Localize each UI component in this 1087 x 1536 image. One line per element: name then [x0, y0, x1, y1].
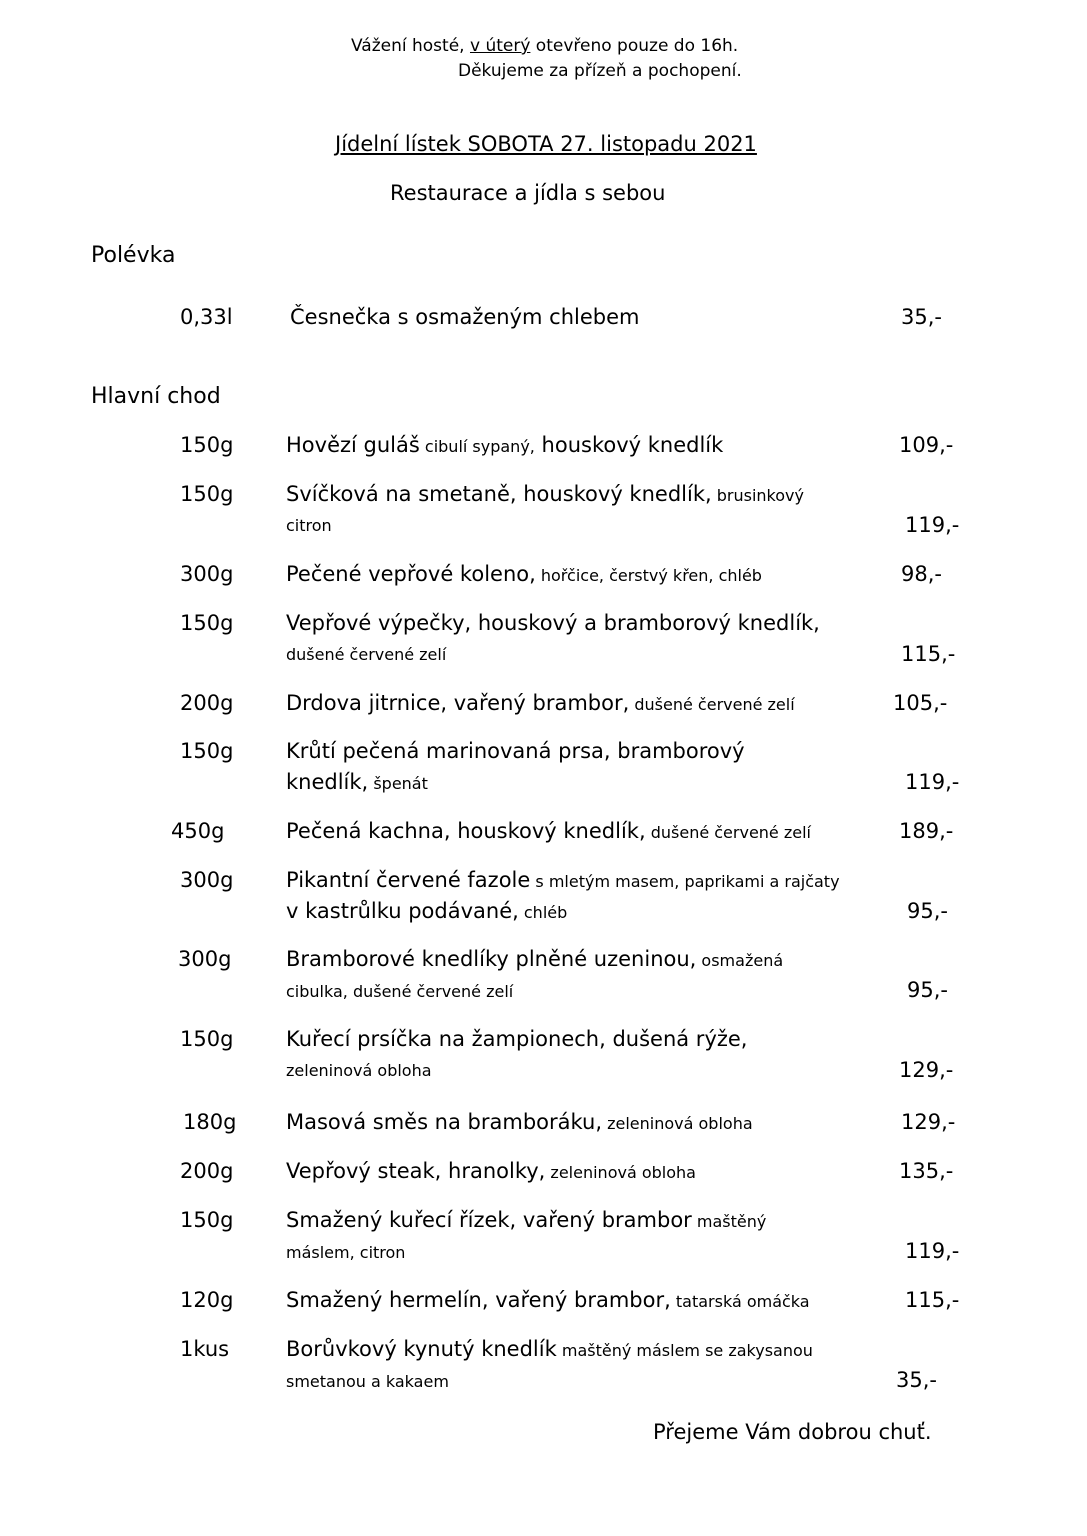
item-price: 95,-: [907, 899, 948, 923]
item-name-main: Pikantní červené fazole: [286, 868, 531, 892]
item-price: 129,-: [901, 1110, 956, 1134]
item-name: Česnečka s osmaženým chlebem: [290, 305, 640, 329]
notice-day-highlight: v úterý: [469, 36, 531, 56]
item-name-line-2: [286, 770, 428, 794]
item-name-main: Vepřové výpečky, houskový a bramborový knedlík,: [286, 611, 820, 635]
item-side-line-2: dušené červené zelí: [286, 645, 447, 664]
item-quantity: 200g: [180, 1159, 234, 1183]
item-quantity: 150g: [180, 611, 234, 635]
section-heading-main: Hlavní chod: [91, 384, 221, 409]
item-name-main: Drdova jitrnice, vařený brambor,: [286, 691, 630, 715]
item-side-line-2: zeleninová obloha: [286, 1061, 432, 1080]
item-quantity: 120g: [180, 1288, 234, 1312]
item-name-cont: knedlík,: [286, 770, 369, 794]
item-name-main: Vepřový steak, hranolky,: [286, 1159, 546, 1183]
item-price: 189,-: [899, 819, 954, 843]
item-price: 35,-: [901, 305, 942, 329]
item-name: [286, 482, 804, 506]
item-side: zeleninová obloha: [545, 1163, 696, 1182]
item-quantity: 200g: [180, 691, 234, 715]
item-name: [286, 1208, 766, 1232]
item-name-main: Hovězí guláš: [286, 433, 420, 457]
notice-line-2: Děkujeme za přízeň a pochopení.: [458, 61, 742, 81]
item-name: [286, 1337, 813, 1361]
item-side: s mletým masem, paprikami a rajčaty: [530, 872, 840, 891]
item-name-main: Bramborové knedlíky plněné uzeninou,: [286, 947, 697, 971]
item-side-line-2: citron: [286, 516, 332, 535]
menu-title: Jídelní lístek SOBOTA 27. listopadu 2021: [335, 132, 757, 156]
item-name: [286, 562, 762, 586]
item-price: 119,-: [905, 1239, 960, 1263]
item-quantity: 450g: [171, 819, 225, 843]
item-side-line-2: smetanou a kakaem: [286, 1372, 449, 1391]
item-price: 35,-: [896, 1368, 937, 1392]
item-quantity: 150g: [180, 482, 234, 506]
item-side: chléb: [518, 903, 568, 922]
item-quantity: 150g: [180, 433, 234, 457]
item-name: [286, 433, 723, 457]
item-quantity: 180g: [183, 1110, 237, 1134]
item-name: [286, 691, 795, 715]
item-name-main: Kuřecí prsíčka na žampionech, dušená rýže,: [286, 1027, 748, 1051]
item-side-line-2: máslem, citron: [286, 1243, 406, 1262]
section-heading-soup: Polévka: [91, 243, 176, 268]
item-price: 135,-: [899, 1159, 954, 1183]
item-quantity: 150g: [180, 739, 234, 763]
item-name-main: Svíčková na smetaně, houskový knedlík,: [286, 482, 712, 506]
menu-subtitle: Restaurace a jídla s sebou: [390, 181, 666, 205]
item-name-main: Borůvkový kynutý knedlík: [286, 1337, 557, 1361]
item-price: 119,-: [905, 770, 960, 794]
item-name-main: Smažený kuřecí řízek, vařený brambor: [286, 1208, 692, 1232]
item-name-main: Krůtí pečená marinovaná prsa, bramborový: [286, 739, 745, 763]
item-side: zeleninová obloha: [602, 1114, 753, 1133]
item-quantity: 1kus: [180, 1337, 230, 1361]
item-name: [286, 947, 783, 971]
item-side: maštěný máslem se zakysanou: [556, 1341, 813, 1360]
item-name-main: Masová směs na bramboráku,: [286, 1110, 603, 1134]
item-name-main: Pečená kachna, houskový knedlík,: [286, 819, 646, 843]
item-price: 129,-: [899, 1058, 954, 1082]
item-name-main: Smažený hermelín, vařený brambor,: [286, 1288, 671, 1312]
item-price: 109,-: [899, 433, 954, 457]
item-quantity: 0,33l: [180, 305, 233, 329]
item-price: 95,-: [907, 978, 948, 1002]
item-side: tatarská omáčka: [670, 1292, 810, 1311]
closing-wish: Přejeme Vám dobrou chuť.: [653, 1420, 932, 1444]
item-side: hořčice, čerstvý křen, chléb: [535, 566, 762, 585]
item-side: špenát: [368, 774, 428, 793]
item-quantity: 150g: [180, 1027, 234, 1051]
item-quantity: 300g: [180, 562, 234, 586]
item-name: [286, 1110, 753, 1134]
item-price: 119,-: [905, 513, 960, 537]
notice-line-1-start: Vážení hosté,: [351, 36, 470, 56]
item-name: [286, 819, 811, 843]
item-side-line-2: cibulka, dušené červené zelí: [286, 982, 514, 1001]
notice-line-1: [351, 36, 738, 56]
item-side: dušené červené zelí: [645, 823, 811, 842]
item-side: osmažená: [696, 951, 784, 970]
item-quantity: 300g: [180, 868, 234, 892]
item-name-cont: v kastrůlku podávané,: [286, 899, 519, 923]
item-side: brusinkový: [711, 486, 804, 505]
item-quantity: 300g: [178, 947, 232, 971]
item-name: [286, 1288, 810, 1312]
item-side: maštěný: [691, 1212, 767, 1231]
item-price: 105,-: [893, 691, 948, 715]
item-name-main: Pečené vepřové koleno,: [286, 562, 536, 586]
notice-line-1-end: otevřeno pouze do 16h.: [530, 36, 739, 56]
item-side: dušené červené zelí: [629, 695, 795, 714]
item-name: [286, 1159, 696, 1183]
item-name: [286, 868, 840, 892]
item-name-cont: houskový knedlík: [534, 433, 724, 457]
item-side: cibulí sypaný,: [419, 437, 535, 456]
item-name-line-2: [286, 899, 567, 923]
item-price: 98,-: [901, 562, 942, 586]
item-quantity: 150g: [180, 1208, 234, 1232]
item-price: 115,-: [905, 1288, 960, 1312]
item-price: 115,-: [901, 642, 956, 666]
